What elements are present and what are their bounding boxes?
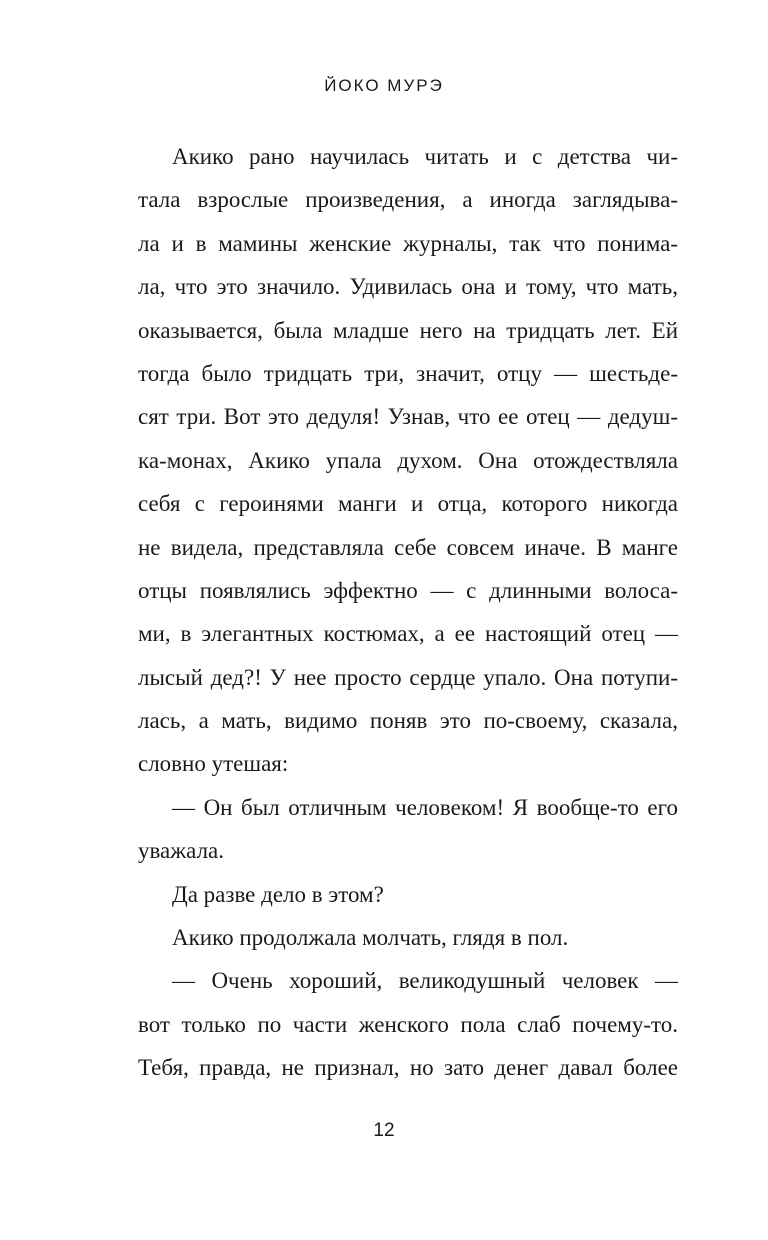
text-line: ла, что это значило. Удивилась она и тому, что мать,: [138, 274, 678, 300]
text-line: — Он был отличным человеком! Я вообще-то его: [172, 794, 678, 820]
text-line: оказывается, была младше него на тридцать лет. Ей: [138, 317, 678, 343]
text-line: ка-монах, Акико упала духом. Она отождествляла: [138, 447, 678, 473]
text-line: отцы появлялись эффектно — с длинными волоса-: [138, 577, 678, 603]
page-number: 12: [373, 1120, 395, 1141]
text-line: тогда было тридцать три, значит, отцу — шестьде-: [138, 360, 678, 386]
text-line: словно утешая:: [138, 751, 289, 777]
text-line: вот только по части женского пола слаб почему-то.: [138, 1011, 678, 1037]
text-line: сят три. Вот это дедуля! Узнав, что ее отец — дедуш-: [138, 404, 678, 430]
text-line: Тебя, правда, не признал, но зато денег давал более: [138, 1055, 678, 1081]
body-text: [138, 135, 678, 1090]
running-head: ЙОКО МУРЭ: [324, 76, 444, 95]
text-line: лась, а мать, видимо поняв это по-своему, сказала,: [138, 708, 678, 734]
text-line: ла и в мамины женские журналы, так что понима-: [138, 230, 678, 256]
text-line: уважала.: [138, 838, 225, 864]
text-line: себя с героинями манги и отца, которого никогда: [138, 491, 678, 517]
text-line: ми, в элегантных костюмах, а ее настоящий отец —: [138, 621, 678, 647]
text-line: лысый дед?! У нее просто сердце упало. Она потупи-: [138, 664, 678, 690]
text-line: Да разве дело в этом?: [172, 881, 384, 907]
text-line: Акико рано научилась читать и с детства чи-: [172, 144, 678, 169]
text-line: Акико продолжала молчать, глядя в пол.: [172, 925, 569, 951]
text-line: тала взрослые произведения, а иногда заглядыва-: [138, 187, 678, 213]
text-line: не видела, представляла себе совсем иначе. В манге: [138, 534, 678, 560]
text-line: — Очень хороший, великодушный человек —: [172, 968, 678, 994]
